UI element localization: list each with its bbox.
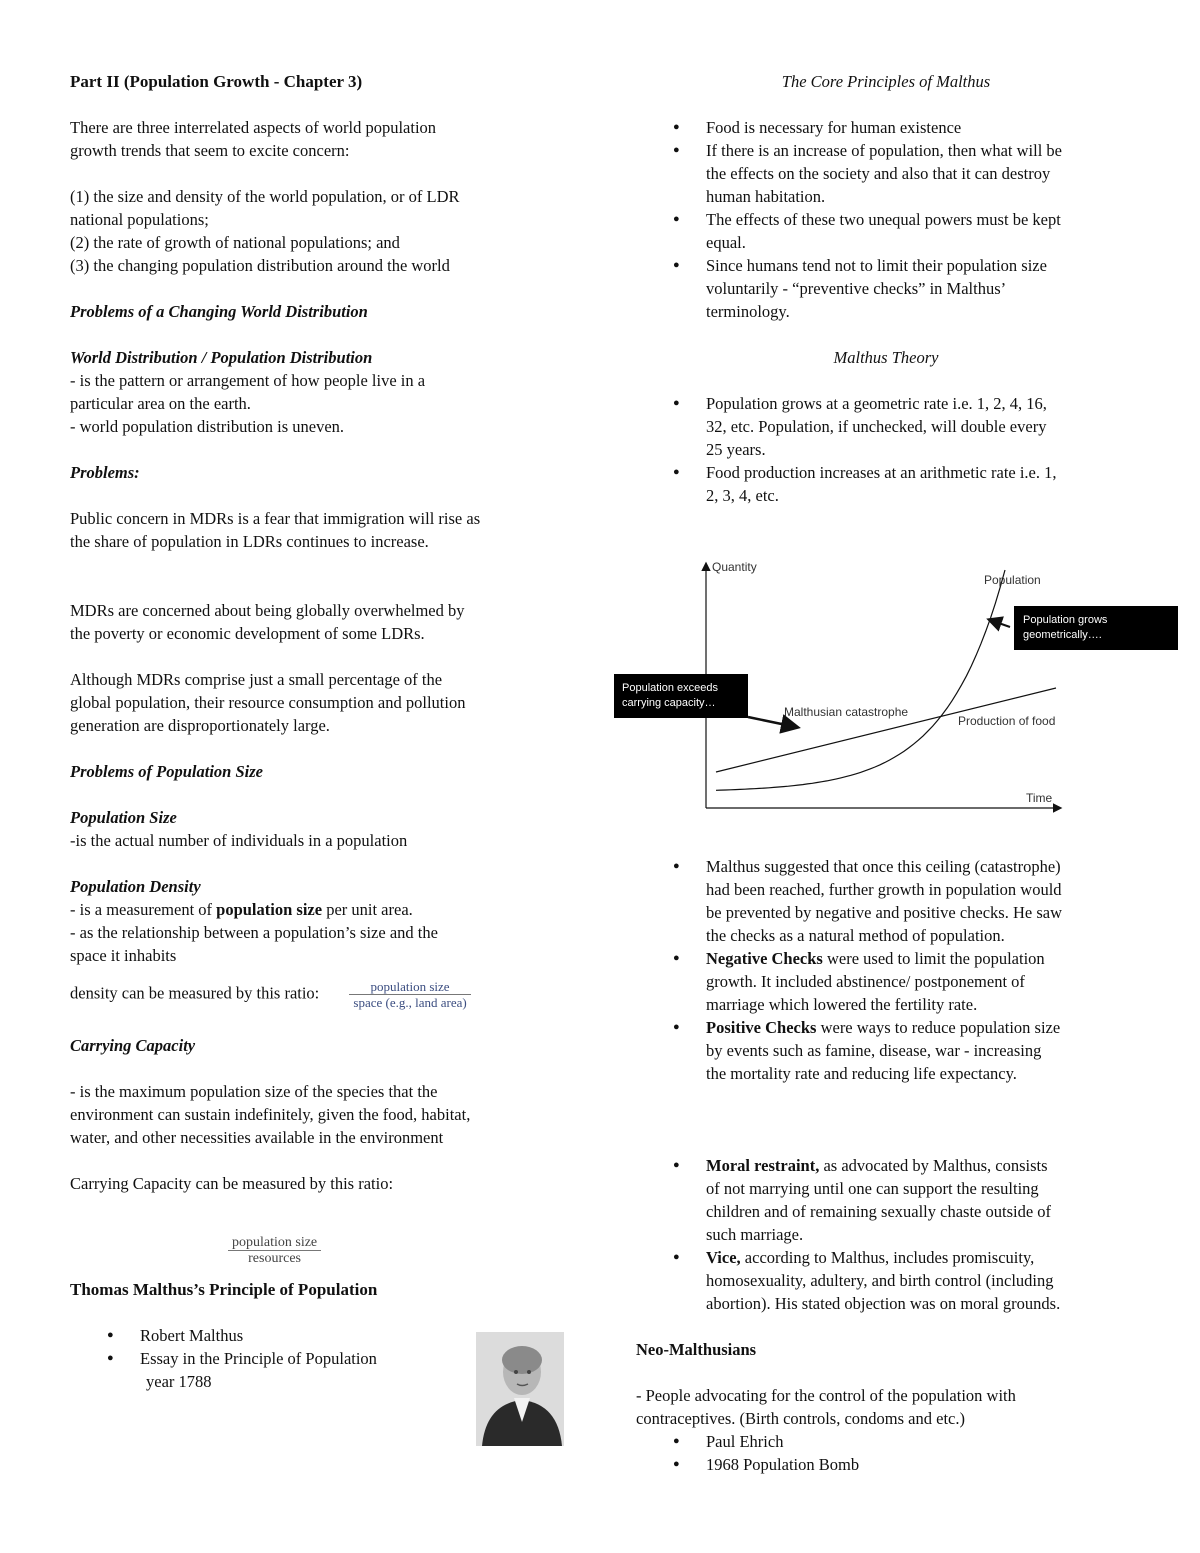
list-item bbox=[636, 254, 1136, 323]
list-item bbox=[636, 1246, 1136, 1315]
checks-2a: were used to limit the population bbox=[822, 949, 1045, 968]
list-item bbox=[636, 392, 1136, 461]
heading-population-density: Population Density bbox=[70, 877, 201, 896]
heading-malthus-principle: Thomas Malthus’s Principle of Population bbox=[70, 1280, 378, 1299]
checks-1d: the checks as a natural method of population. bbox=[706, 926, 1005, 945]
aspect-1-line-a: (1) the size and density of the world population, or of LDR bbox=[70, 187, 460, 206]
density-line-2b: space it inhabits bbox=[70, 946, 177, 965]
list-item bbox=[636, 1154, 1136, 1246]
checks-1a: Malthus suggested that once this ceiling (catastrophe) bbox=[706, 857, 1061, 876]
moral-restraint-term: Moral restraint, bbox=[706, 1156, 820, 1175]
list-item: ● Food is necessary for human existence bbox=[636, 116, 1136, 139]
core-3a: The effects of these two unequal powers must be kept bbox=[706, 210, 1061, 229]
heading-problems-distribution: Problems of a Changing World Distribution bbox=[70, 302, 368, 321]
theory-1b: 32, etc. Population, if unchecked, will double every bbox=[706, 417, 1047, 436]
vice-b: homosexuality, adultery, and birth control (including bbox=[706, 1271, 1054, 1290]
heading-neo-malthusians: Neo-Malthusians bbox=[636, 1340, 757, 1359]
checks-3b: by events such as famine, disease, war - increasing bbox=[706, 1041, 1042, 1060]
density-ratio-fraction bbox=[349, 979, 470, 1010]
x-axis-label: Time bbox=[1026, 791, 1053, 805]
problem-2-line-b: the poverty or economic development of some LDRs. bbox=[70, 624, 425, 643]
checks-2b: growth. It included abstinence/ postponement of bbox=[706, 972, 1025, 991]
cc-line-1a: - is the maximum population size of the species that the bbox=[70, 1082, 438, 1101]
intro-line-1: There are three interrelated aspects of world population bbox=[70, 118, 437, 137]
checks-3c: the mortality rate and reducing life expectancy. bbox=[706, 1064, 1017, 1083]
left-column bbox=[70, 70, 570, 1393]
negative-checks-term: Negative Checks bbox=[706, 949, 823, 968]
heading-core-principles: The Core Principles of Malthus bbox=[781, 72, 991, 91]
heading-problems-size: Problems of Population Size bbox=[70, 762, 263, 781]
problem-3-line-c: generation are disproportionately large. bbox=[70, 716, 330, 735]
checks-3a: were ways to reduce population size bbox=[816, 1018, 1061, 1037]
core-3b: equal. bbox=[706, 233, 746, 252]
moral-b: of not marrying until one can support the resulting bbox=[706, 1179, 1039, 1198]
core-4b: voluntarily - “preventive checks” in Malthus’ bbox=[706, 279, 1007, 298]
cc-line-1c: water, and other necessities available in the environment bbox=[70, 1128, 444, 1147]
malthus-item-2b: year 1788 bbox=[146, 1372, 212, 1391]
density-line-1c: per unit area. bbox=[322, 900, 413, 919]
heading-malthus-theory: Malthus Theory bbox=[833, 348, 939, 367]
theory-1a: Population grows at a geometric rate i.e. 1, 2, 4, 16, bbox=[706, 394, 1047, 413]
problem-3-line-a: Although MDRs comprise just a small percentage of the bbox=[70, 670, 443, 689]
neo-line-a: - People advocating for the control of the population with bbox=[636, 1386, 1016, 1405]
problem-3-line-b: global population, their resource consumption and pollution bbox=[70, 693, 466, 712]
aspect-1-line-b: national populations; bbox=[70, 210, 209, 229]
list-item: ● Paul Ehrich bbox=[636, 1430, 1136, 1453]
cc-ratio-fraction bbox=[228, 1235, 321, 1266]
checks-1c: be prevented by negative and positive checks. He saw bbox=[706, 903, 1062, 922]
malthus-item-2a: Essay in the Principle of Population bbox=[140, 1349, 377, 1368]
annotation-right-arrow bbox=[990, 620, 1010, 627]
density-ratio-label: density can be measured by this ratio: bbox=[70, 983, 320, 1003]
problem-2-line-a: MDRs are concerned about being globally overwhelmed by bbox=[70, 601, 465, 620]
annotation-left-line-2: carrying capacity… bbox=[622, 697, 716, 709]
list-item: ● Robert Malthus bbox=[70, 1324, 570, 1347]
positive-checks-term: Positive Checks bbox=[706, 1018, 817, 1037]
density-ratio-denominator: space (e.g., land area) bbox=[353, 995, 467, 1010]
cc-ratio-fraction-wrap bbox=[70, 1235, 570, 1266]
y-axis-label: Quantity bbox=[712, 560, 757, 574]
population-series-label: Population bbox=[984, 573, 1041, 587]
neo-list bbox=[636, 1430, 1136, 1476]
core-2b: the effects on the society and also that it can destroy bbox=[706, 164, 1051, 183]
core-4a: Since humans tend not to limit their population size bbox=[706, 256, 1047, 275]
food-series-label: Production of food bbox=[958, 714, 1056, 728]
wd-line-1a: - is the pattern or arrangement of how people live in a bbox=[70, 371, 426, 390]
density-line-1 bbox=[70, 898, 570, 921]
theory-2a: Food production increases at an arithmetic rate i.e. 1, bbox=[706, 463, 1057, 482]
heading-population-size: Population Size bbox=[70, 808, 177, 827]
list-item: ● 1968 Population Bomb bbox=[636, 1453, 1136, 1476]
theory-1c: 25 years. bbox=[706, 440, 766, 459]
core-2c: human habitation. bbox=[706, 187, 826, 206]
population-size-definition: -is the actual number of individuals in a population bbox=[70, 831, 408, 850]
annotation-right-line-1: Population grows bbox=[1023, 614, 1108, 626]
aspect-3: (3) the changing population distribution around the world bbox=[70, 256, 450, 275]
annotation-box-left bbox=[614, 674, 748, 718]
neo-line-b: contraceptives. (Birth controls, condoms and etc.) bbox=[636, 1409, 965, 1428]
intro-line-2: growth trends that seem to excite concern: bbox=[70, 141, 350, 160]
problem-1-line-b: the share of population in LDRs continues to increase. bbox=[70, 532, 429, 551]
catastrophe-label: Malthusian catastrophe bbox=[784, 705, 909, 719]
list-item bbox=[636, 461, 1136, 507]
cc-ratio-denominator: resources bbox=[248, 1251, 302, 1266]
density-line-1a: - is a measurement of bbox=[70, 900, 217, 919]
page-title: Part II (Population Growth - Chapter 3) bbox=[70, 72, 363, 91]
wd-line-1b: particular area on the earth. bbox=[70, 394, 251, 413]
aspect-2: (2) the rate of growth of national populations; and bbox=[70, 233, 400, 252]
list-item bbox=[636, 947, 1136, 1016]
heading-problems: Problems: bbox=[70, 463, 140, 482]
malthus-chart bbox=[612, 552, 1182, 827]
core-2a: If there is an increase of population, then what will be bbox=[706, 141, 1063, 160]
restraint-list bbox=[636, 1154, 1136, 1315]
annotation-box-right bbox=[1014, 606, 1178, 650]
cc-ratio-label: Carrying Capacity can be measured by this ratio: bbox=[70, 1174, 394, 1193]
annotation-right-line-2: geometrically…. bbox=[1023, 629, 1102, 641]
list-item bbox=[636, 139, 1136, 208]
checks-1b: had been reached, further growth in population would bbox=[706, 880, 1062, 899]
malthus-portrait-image bbox=[476, 1332, 564, 1446]
wd-line-2: - world population distribution is uneven. bbox=[70, 417, 345, 436]
heading-carrying-capacity: Carrying Capacity bbox=[70, 1036, 196, 1055]
annotation-left-line-1: Population exceeds bbox=[622, 682, 719, 694]
vice-c: abortion). His stated objection was on moral grounds. bbox=[706, 1294, 1061, 1313]
vice-term: Vice, bbox=[706, 1248, 741, 1267]
vice-a: according to Malthus, includes promiscuity, bbox=[740, 1248, 1035, 1267]
core-principles-list bbox=[636, 116, 1136, 323]
moral-d: such marriage. bbox=[706, 1225, 804, 1244]
density-line-1-bold: population size bbox=[216, 900, 323, 919]
cc-ratio-numerator: population size bbox=[228, 1235, 321, 1251]
checks-2c: marriage which lowered the fertility rate. bbox=[706, 995, 978, 1014]
list-item bbox=[636, 1016, 1136, 1085]
list-item bbox=[636, 855, 1136, 947]
density-line-2a: - as the relationship between a population’s size and the bbox=[70, 923, 438, 942]
moral-c: children and of remaining sexually chaste outside of bbox=[706, 1202, 1052, 1221]
food-series-line bbox=[716, 688, 1056, 772]
problem-1-line-a: Public concern in MDRs is a fear that immigration will rise as bbox=[70, 509, 481, 528]
heading-world-distribution: World Distribution / Population Distribution bbox=[70, 348, 373, 367]
cc-line-1b: environment can sustain indefinitely, given the food, habitat, bbox=[70, 1105, 471, 1124]
core-4c: terminology. bbox=[706, 302, 790, 321]
checks-list bbox=[636, 855, 1136, 1085]
list-item bbox=[636, 208, 1136, 254]
theory-2b: 2, 3, 4, etc. bbox=[706, 486, 779, 505]
density-ratio-numerator: population size bbox=[349, 979, 470, 995]
density-ratio-row bbox=[70, 979, 570, 1011]
moral-a: as advocated by Malthus, consists bbox=[819, 1156, 1048, 1175]
population-series-line bbox=[716, 570, 1005, 790]
theory-list bbox=[636, 392, 1136, 507]
